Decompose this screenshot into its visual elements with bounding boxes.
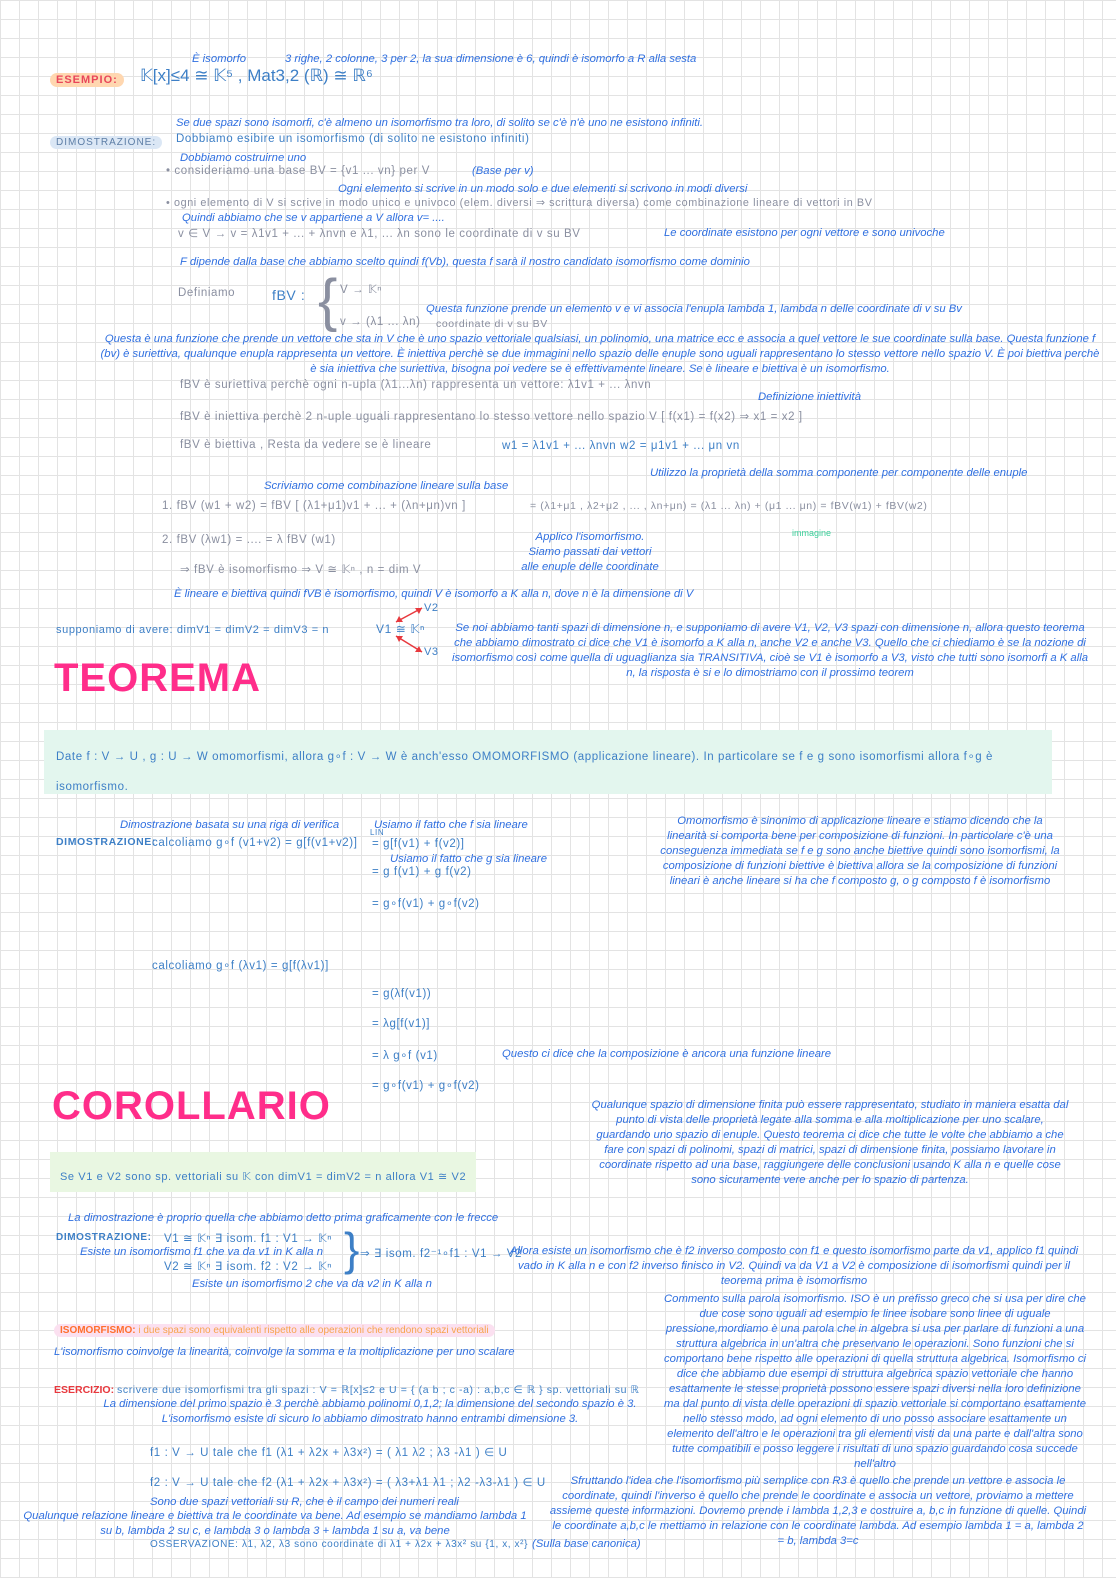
- dim2-line-4: = g∘f(v1) + g∘f(v2): [372, 898, 480, 910]
- note-transitiva: Se noi abbiamo tanti spazi di dimensione n, e supponiamo di avere V1, V2, V3 spazi con dimensione n, allora questo teorema che abbiamo dimostrato ci dice che V1 è isomorfo a K alla n, anche V2 e anche V3. Quello che ci chiediamo è se la nozione di isomorfismo così come quella di uguaglianza sia TRANSITIVA, cioè se V1 è isomorfo a V3, visto che tutti sono isomorfi a K alla n, la risposta è si e lo dimostriamo con il prossimo teorem: [451, 622, 1089, 679]
- note-spazi-reali: Sono due spazi vettoriali su R, che è il campo dei numeri reali: [150, 1496, 459, 1508]
- note-iniettivita: Definizione iniettività: [758, 391, 861, 403]
- dim2-m1: calcoliamo g∘f (λv1) = g[f(λv1)]: [152, 960, 329, 972]
- note-canonica: (Sulla base canonica): [532, 1538, 641, 1550]
- dim2-m5: = g∘f(v1) + g∘f(v2): [372, 1080, 480, 1092]
- esempio-math: 𝕂[x]≤4 ≅ 𝕂⁵ , Mat3,2 (ℝ) ≅ ℝ⁶: [140, 66, 373, 85]
- dim2-m3: = λg[f(v1)]: [372, 1018, 431, 1030]
- fbv-iniettiva: fBV è iniettiva perchè 2 n-uple uguali rappresentano lo stesso vettore nello spazio V [ f(x1) = f(x2) ⇒ x1 = x2 ]: [180, 411, 803, 423]
- w-definitions: w1 = λ1v1 + ... λnvn w2 = μ1v1 + ... μn vn: [502, 440, 740, 452]
- note-sfruttando: Sfruttando l'idea che l'isomorfismo più semplice con R3 è quello che prende un vettore e associa le coordinate, quindi l'inverso è quello che prende le coordinate e associa un vettore, proviamo a mettere assieme queste informazioni. Dovremo prende i lambda 1,2,3 e costruire a, b,c in funzione di quelle. Quindi le coordinate a,b,c le mettiamo in relazione con le coordinate lambda. Ad esempio lambda 1 = a, lambda 2 = b, lambda 3=c: [549, 1475, 1087, 1547]
- definiamo: Definiamo: [178, 287, 236, 299]
- dimostrazione-label-1: DIMOSTRAZIONE:: [50, 132, 162, 150]
- note-linearita: L'isomorfismo coinvolge la linearità, coinvolge la somma e la moltiplicazione per uno scalare: [54, 1346, 515, 1358]
- step-2: 2. fBV (λw1) = .... = λ fBV (w1): [162, 534, 336, 546]
- osservazione: OSSERVAZIONE: λ1, λ2, λ3 sono coordinate di λ1 + λ2x + λ3x² su {1, x, x²}: [150, 1539, 529, 1550]
- teorema-statement: Date f : V → U , g : U → W omomorfismi, allora g∘f : V → W è anch'esso OMOMORFISMO (applicazione lineare). In particolare se f e g sono isomorfismi allora f∘g è isomorfismo.: [56, 751, 994, 793]
- note-lineare-biettiva: È lineare e biettiva quindi fVB è isomorfismo, quindi V è isomorfo a K alla n, dove n è la dimensione di V: [174, 588, 694, 600]
- lin-label-1: LIN: [370, 828, 385, 837]
- note-qualunque: Qualunque relazione lineare e biettiva tra le coordinate va bene. Ad esempio se mandiamo lambda 1 su b, lambda 2 su c, e lambda 3 o lambda 3 + lambda 1 su a, va bene: [23, 1510, 527, 1537]
- cor-d3: ⇒ ∃ isom. f2⁻¹∘f1 : V1 → V2: [360, 1248, 523, 1260]
- dim1-line2: • consideriamo una base BV = {v1 ... vn} per V: [166, 165, 431, 177]
- dim2-line-2: = g[f(v1) + f(v2)]: [372, 838, 465, 850]
- dim1-line4: v ∈ V → v = λ1v1 + ... + λnvn e λ1, ... λn sono le coordinate di v su BV: [178, 228, 581, 240]
- note-funzione: Questa funzione prende un elemento v e vi associa l'enupla lambda 1, lambda n delle coordinate di v su Bv: [426, 303, 962, 315]
- note-ogni-elemento: Ogni elemento si scrive in un modo solo e due elementi si scrivono in modi diversi: [338, 183, 748, 195]
- note-scriviamo: Scriviamo come combinazione lineare sulla base: [264, 480, 509, 492]
- fbv-biettiva: fBV è biettiva , Resta da vedere se è lineare: [180, 439, 432, 451]
- note-f-dipende: F dipende dalla base che abbiamo scelto quindi f(Vb), questa f sarà il nostro candidato isomorfismo come dominio: [180, 256, 750, 268]
- note-commento-isomorfismo: Commento sulla parola isomorfismo. ISO è un prefisso greco che si usa per dire che due cose sono uguali ad esempio le linee isobare sono linee di uguale pressione,mordiamo è una parola che in algebra si usa per parlare di funzioni a una struttura algebrica in un'altra che preservano le operazioni. Sono funzioni che si comportano bene rispetto alle operazioni di quella struttura algebrica. Isomorfismo ci dice che abbiamo due esempi di struttura algebrica spazio vettoriale che hanno esattamente le stesse proprietà possono essere spazi diversi nella loro definizione ma dal punto di vista delle operazioni di spazio vettoriale si comportano esattamente nello stesso modo, ad ogni elemento di uno posso associare esattamente un elemento dell'altro e le operazioni tra gli elementi visti da una parte e dall'altra sono tutte compatibili e posso leggere i risultati di uno spazio guardando cosa succede nell'altro: [664, 1293, 1086, 1470]
- transitivity-arrows-icon: [392, 602, 428, 658]
- brace-icon: {: [318, 268, 338, 333]
- note-base: (Base per v): [472, 165, 534, 177]
- note-g-lineare: Usiamo il fatto che g sia lineare: [390, 853, 547, 865]
- immagine-label: immagine: [792, 528, 832, 538]
- dim1-line1: Dobbiamo esibire un isomorfismo (di solito ne esistono infiniti): [176, 133, 530, 145]
- cor-d2: V2 ≅ 𝕂ⁿ ∃ isom. f2 : V2 → 𝕂ⁿ: [164, 1261, 333, 1273]
- note-dimensione: La dimensione del primo spazio è 3 perchè abbiamo polinomi 0,1,2; la dimensione del secondo spazio è 3. L'isomorfismo esiste di sicuro lo abbiamo dimostrato hanno entrambi dimensione 3.: [103, 1398, 637, 1425]
- esercizio-f1: f1 : V → U tale che f1 (λ1 + λ2x + λ3x²) = ( λ1 λ2 ; λ3 -λ1 ) ∈ U: [150, 1447, 508, 1459]
- diagram-center: V1 ≅ 𝕂ⁿ: [376, 622, 426, 636]
- fbv-label: fBV :: [272, 287, 306, 303]
- fbv-suriettiva: fBV è suriettiva perchè ogni n-upla (λ1...λn) rappresenta un vettore: λ1v1 + ... λnvn: [180, 379, 652, 391]
- note-f1: Esiste un isomorfismo f1 che va da v1 in K alla n: [80, 1246, 323, 1258]
- esercizio-line: ESERCIZIO: scrivere due isomorfismi tra gli spazi : V = ℝ[x]≤2 e U = { (a b ; c -a) : a,b,c ∈ ℝ } sp. vettoriali su ℝ: [54, 1384, 640, 1396]
- step-1: 1. fBV (w1 + w2) = fBV [ (λ1+μ1)v1 + ... + (λn+μn)vn ]: [162, 500, 466, 512]
- dimostrazione-label-2: DIMOSTRAZIONE:: [56, 836, 156, 848]
- note-omomorfismo: Omomorfismo è sinonimo di applicazione lineare e stiamo dicendo che la linearità si comporta bene per composizione di funzioni. In particolare c'è una conseguenza immediata se f e g sono anche biettive quindi sono isomorfismi, la composizione di funzioni biettive è biettiva allora se la composizione di funzioni lineari è anche lineare si ha che f composto g, o g composto f è isomorfismo: [660, 815, 1060, 887]
- map-line-2: v → (λ1 ... λn): [340, 316, 421, 328]
- corollario-title: COROLLARIO: [52, 1084, 331, 1128]
- dim2-line-3: = g f(v1) + g f(v2): [372, 866, 472, 878]
- dim1-line3: • ogni elemento di V si scrive in modo unico e univoco (elem. diversi ⇒ scrittura diversa) come combinazione lineare di vettori in BV: [166, 197, 873, 209]
- teorema-title: TEOREMA: [54, 656, 261, 700]
- map-note: coordinate di v su BV: [436, 318, 548, 330]
- note-due-spazi: Se due spazi sono isomorfi, c'è almeno un isomorfismo tra loro, di solito se c'è n'è uno ne esistono infiniti.: [176, 117, 704, 129]
- para-suriettiva: Questa è una funzione che prende un vettore che sta in V che è uno spazio vettoriale qualsiasi, un polinomio, una matrice ecc e associa a quel vettore le sue coordinate sulla base. Questa funzione f (bv) è suriettiva, qualunque enupla rappresenta un vettore. È iniettiva perchè se due immagini nello spazio delle enuple sono uguali rappresentano lo stesso vettore nello spazio V. È poi biettiva perchè è sia iniettiva che suriettiva, bisogna poi vedere se è effettivamente lineare. Se è lineare e biettiva è un isomorfismo.: [100, 333, 1100, 375]
- note-f-lineare: Usiamo il fatto che f sia lineare: [374, 819, 528, 831]
- diagram-v3: V3: [424, 646, 439, 658]
- note-righe-colonne: 3 righe, 2 colonne, 3 per 2, la sua dimensione è 6, quindi è isomorfo a R alla sesta: [285, 53, 697, 65]
- diagram-v2: V2: [424, 602, 439, 614]
- note-allora: Allora esiste un isomorfismo che è f2 inverso composto con f1 e questo isomorfismo parte da v1, applico f1 quindi vado in K alla n e con f2 inverso finisco in V2. Quindi va da V1 a V2 è composizione di isomorfismi quindi per il teorema prima è isomorfismo: [509, 1245, 1079, 1287]
- dim2-m2: = g(λf(v1)): [372, 988, 432, 1000]
- isomorfismo-def: ISOMORFISMO: i due spazi sono equivalenti rispetto alle operazioni che rendono spazi vettoriali: [54, 1324, 495, 1337]
- note-f2: Esiste un isomorfismo 2 che va da v2 in K alla n: [192, 1278, 432, 1290]
- esempio-label: ESEMPIO:: [50, 70, 124, 88]
- brace-close-icon: }: [344, 1223, 360, 1275]
- note-quindi: Quindi abbiamo che se v appartiene a V allora v= ....: [182, 212, 445, 224]
- note-composizione: Questo ci dice che la composizione è ancora una funzione lineare: [502, 1048, 832, 1060]
- step-3: ⇒ fBV è isomorfismo ⇒ V ≅ 𝕂ⁿ , n = dim V: [180, 564, 422, 576]
- note-somma: Utilizzo la proprietà della somma componente per componente delle enuple: [650, 467, 1028, 479]
- note-frecce: La dimostrazione è proprio quella che abbiamo detto prima graficamente con le frecce: [68, 1212, 499, 1224]
- note-costruire: Dobbiamo costruirne uno: [180, 152, 307, 164]
- dim2-m4: = λ g∘f (v1): [372, 1050, 438, 1062]
- corollario-statement: Se V1 e V2 sono sp. vettoriali su 𝕂 con dimV1 = dimV2 = n allora V1 ≅ V2: [60, 1171, 467, 1183]
- cor-d1: V1 ≅ 𝕂ⁿ ∃ isom. f1 : V1 → 𝕂ⁿ: [164, 1233, 333, 1245]
- step-1b: = (λ1+μ1 , λ2+μ2 , ... , λn+μn) = (λ1 ... λn) + (μ1 ... μn) = fBV(w1) + fBV(w2): [530, 500, 928, 512]
- esercizio-f2: f2 : V → U tale che f2 (λ1 + λ2x + λ3x²) = ( λ3+λ1 λ1 ; λ2 -λ3-λ1 ) ∈ U: [150, 1477, 546, 1489]
- note-isomorfo: È isomorfo: [192, 53, 246, 65]
- note-riga-verifica: Dimostrazione basata su una riga di verifica: [120, 819, 340, 831]
- dimostrazione-label-3: DIMOSTRAZIONE:: [56, 1232, 152, 1243]
- supponiamo-line: supponiamo di avere: dimV1 = dimV2 = dimV3 = n: [56, 624, 330, 636]
- note-corollario: Qualunque spazio di dimensione finita può essere rappresentato, studiato in maniera esatta dal punto di vista delle proprietà legate alla somma e alla moltiplicazione per uno scalare, guardando uno spazio di enuple. Questo teorema ci dice che tutte le volte che abbiamo a che fare con spazi di polinomi, spazi di matrici, spazi di dimensione finita, possiamo lavorare in coordinate rispetto ad una base, raggiungere delle conclusioni usando K alla n e quelle cose sono sicuramente vere anche per lo spazio di partenza.: [591, 1099, 1069, 1186]
- note-applico: Applico l'isomorfismo. Siamo passati dai vettori alle enuple delle coordinate: [521, 531, 659, 573]
- dim2-line-1: calcoliamo g∘f (v1+v2) = g[f(v1+v2)]: [152, 837, 358, 849]
- note-coordinate: Le coordinate esistono per ogni vettore e sono univoche: [664, 227, 945, 239]
- map-line-1: V → 𝕂ⁿ: [340, 284, 383, 296]
